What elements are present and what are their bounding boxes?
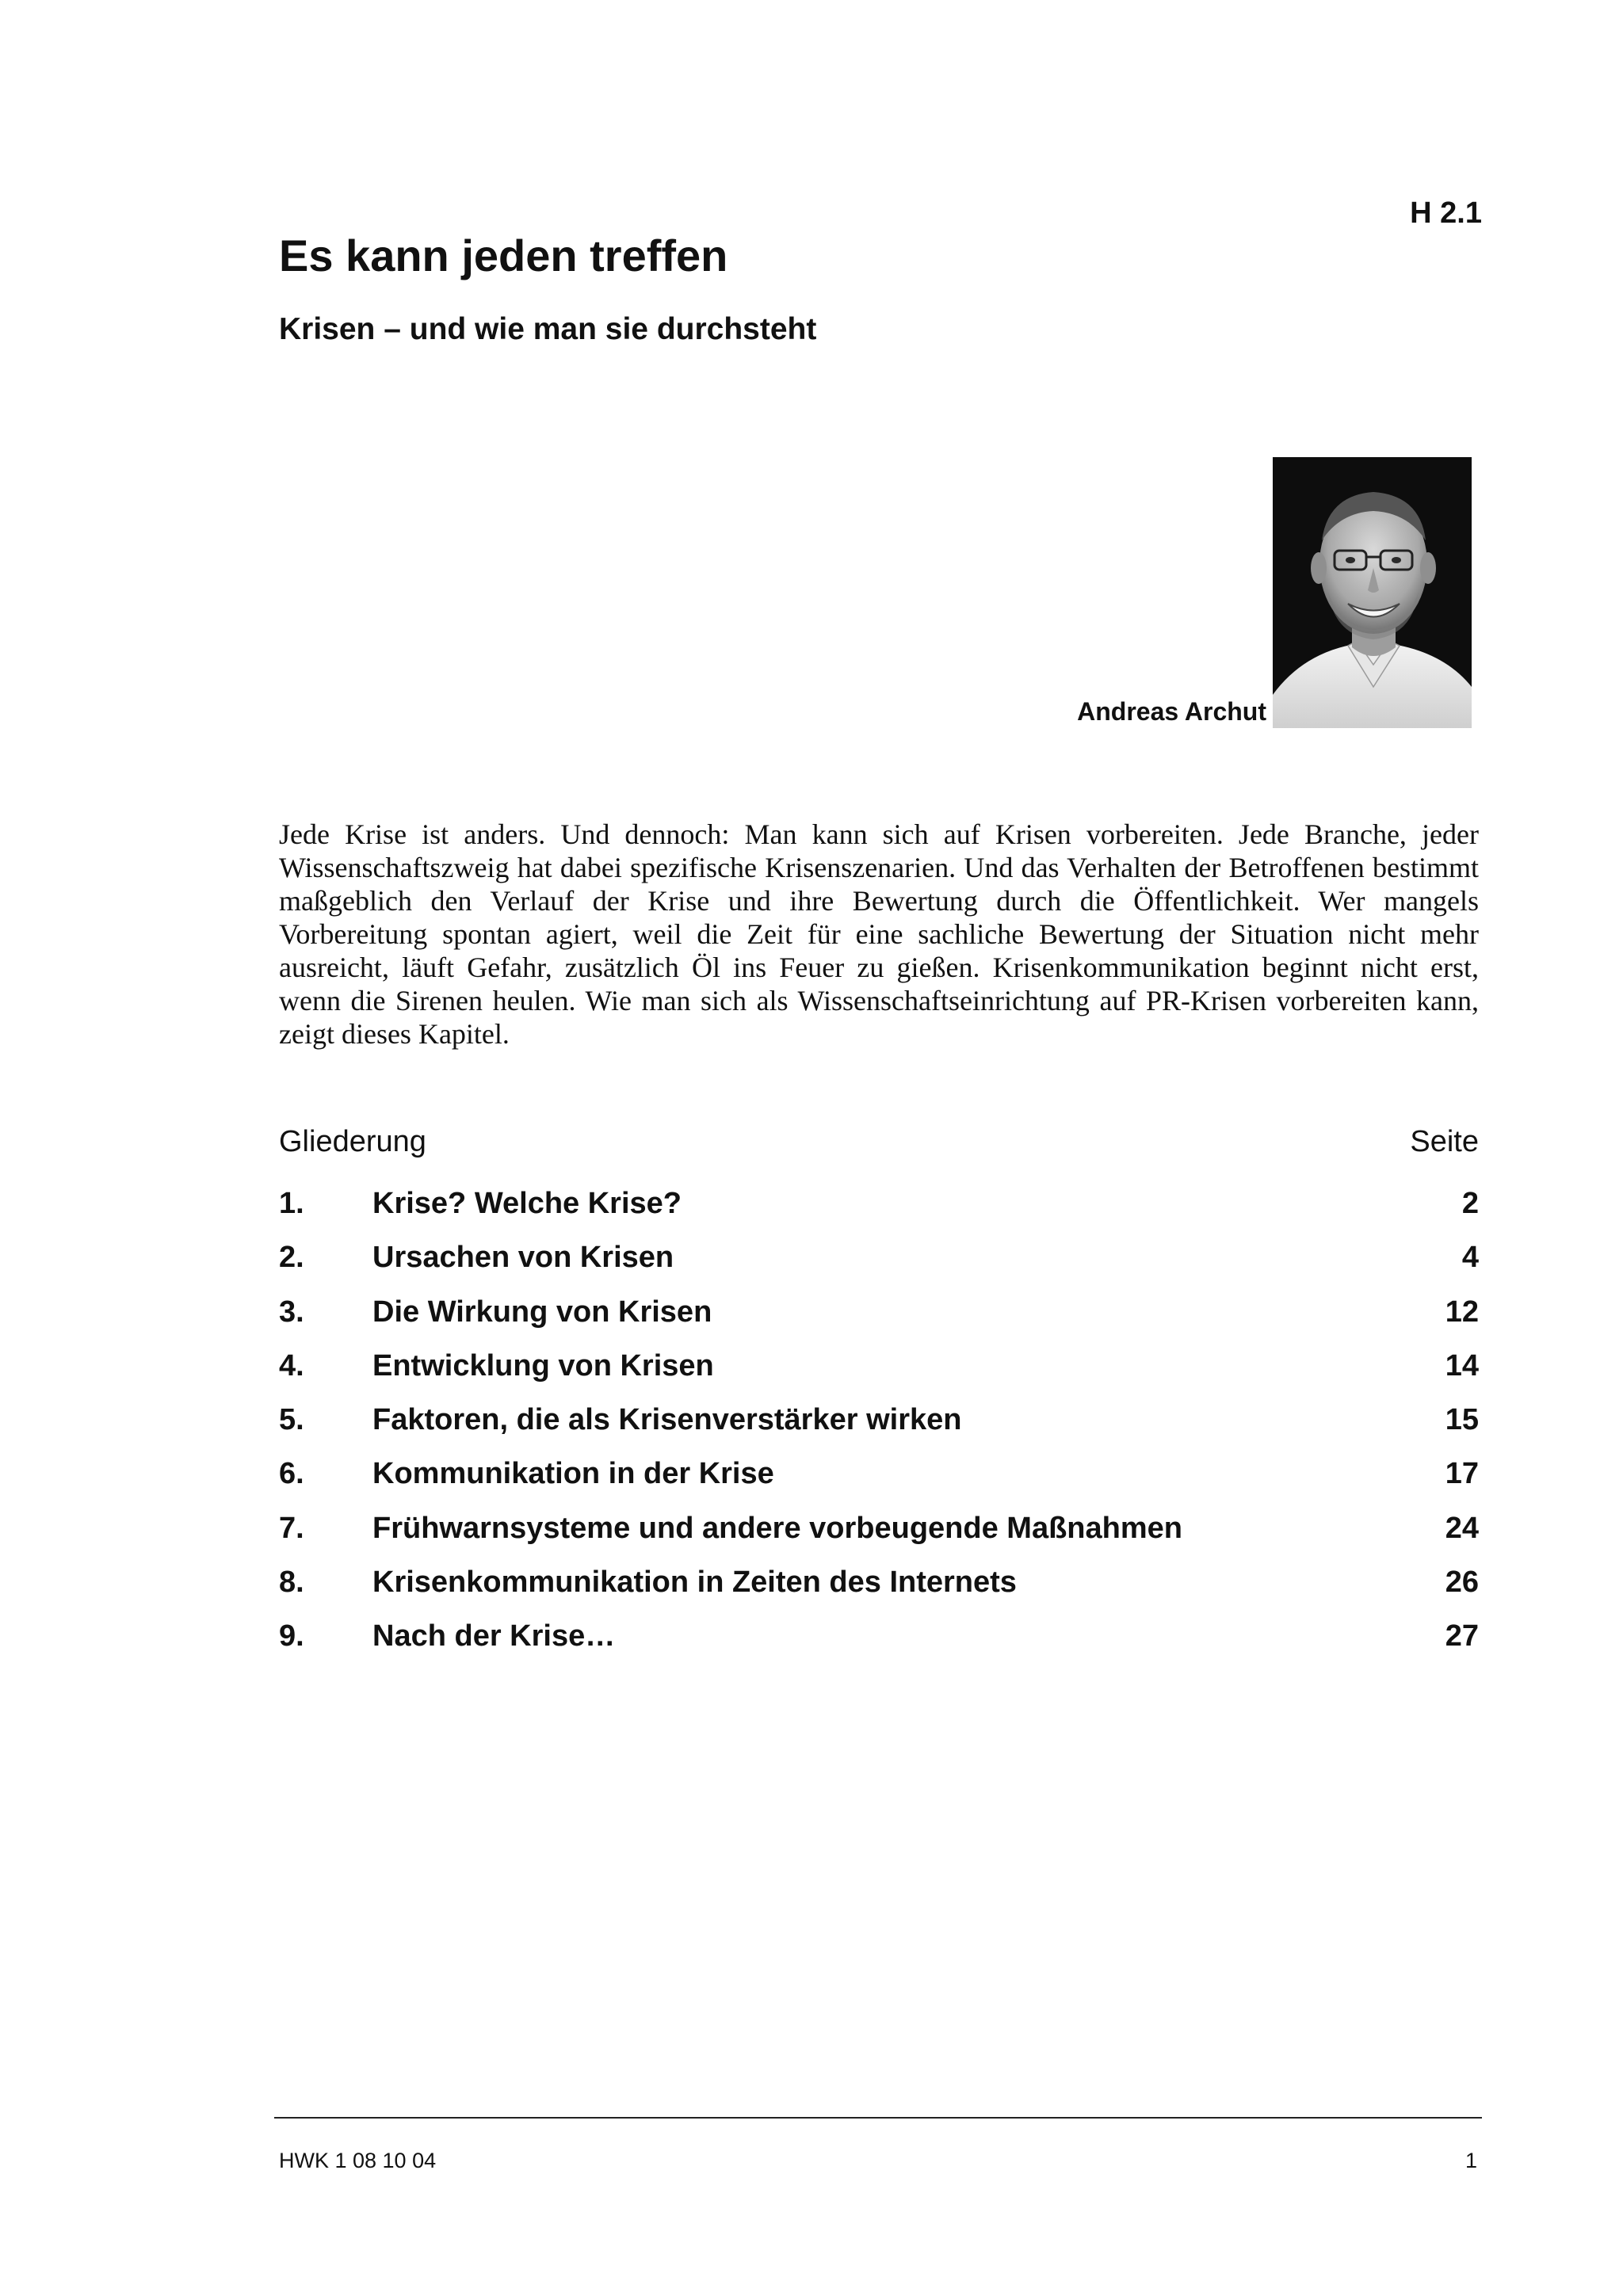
toc-item-page: 27 bbox=[1445, 1619, 1479, 1653]
abstract-paragraph: Jede Krise ist anders. Und dennoch: Man kann sich auf Krisen vorbereiten. Jede Branche, jeder Wissenschaftszweig hat dabei spezifische Krisenszenarien. Und das Verhalten der Betroffenen bestimmt maßgeblich den Verlauf der Krise und ihre Bewertung durch die Öffentlichkeit. Wer mangels Vorbereitung spontan agiert, weil die Zeit für eine sachliche Bewertung der Situation nicht mehr ausreicht, läuft Gefahr, zusätzlich Öl ins Feuer zu gießen. Krisenkommunikation beginnt nicht erst, wenn die Sirenen heulen. Wie man sich als Wissenschaftseinrichtung auf PR-Krisen vorbereiten kann, zeigt dieses Kapitel. bbox=[279, 818, 1479, 1050]
author-photo bbox=[1273, 457, 1472, 728]
toc-item-title: Frühwarnsysteme und andere vorbeugende Maßnahmen bbox=[372, 1511, 1182, 1545]
section-code: H 2.1 bbox=[1410, 196, 1482, 230]
footer-page-number: 1 bbox=[1465, 2149, 1477, 2172]
toc-item-title: Faktoren, die als Krisenverstärker wirken bbox=[372, 1403, 962, 1437]
toc-item[interactable] bbox=[279, 1403, 1479, 1457]
toc-item-title: Kommunikation in der Krise bbox=[372, 1457, 774, 1491]
page-title: Es kann jeden treffen bbox=[279, 231, 728, 280]
toc-item-number: 5. bbox=[279, 1403, 304, 1437]
toc-item[interactable] bbox=[279, 1566, 1479, 1619]
toc-item-page: 14 bbox=[1445, 1348, 1479, 1383]
toc-item-title: Die Wirkung von Krisen bbox=[372, 1295, 712, 1329]
toc-item-page: 12 bbox=[1445, 1295, 1479, 1329]
toc-item-page: 26 bbox=[1445, 1566, 1479, 1600]
toc-item-title: Krisenkommunikation in Zeiten des Internets bbox=[372, 1566, 1017, 1600]
footer-divider bbox=[274, 2117, 1482, 2119]
toc-header bbox=[279, 1125, 1479, 1161]
toc-item-page: 2 bbox=[1461, 1187, 1479, 1220]
toc-item-page: 4 bbox=[1461, 1241, 1479, 1275]
toc-item-number: 7. bbox=[279, 1511, 304, 1545]
toc-item[interactable] bbox=[279, 1187, 1479, 1241]
toc-item-title: Krise? Welche Krise? bbox=[372, 1187, 682, 1220]
page-subtitle: Krisen – und wie man sie durchsteht bbox=[279, 312, 817, 346]
toc-item-number: 4. bbox=[279, 1348, 304, 1383]
toc-item[interactable] bbox=[279, 1349, 1479, 1403]
toc-item-number: 6. bbox=[279, 1457, 304, 1491]
author-name: Andreas Archut bbox=[1077, 697, 1266, 726]
footer-document-code: HWK 1 08 10 04 bbox=[279, 2149, 437, 2172]
toc-item[interactable] bbox=[279, 1619, 1479, 1673]
toc-item-title: Entwicklung von Krisen bbox=[372, 1348, 714, 1383]
toc-item-number: 9. bbox=[279, 1619, 304, 1653]
toc-page-heading: Seite bbox=[1410, 1125, 1479, 1158]
toc-item[interactable] bbox=[279, 1295, 1479, 1349]
toc-item-number: 1. bbox=[279, 1187, 304, 1220]
toc-item[interactable] bbox=[279, 1512, 1479, 1566]
toc-item-number: 8. bbox=[279, 1566, 304, 1600]
toc-item-page: 17 bbox=[1445, 1457, 1479, 1491]
toc-item-page: 24 bbox=[1445, 1511, 1479, 1545]
toc-item-number: 2. bbox=[279, 1241, 304, 1275]
toc-item-title: Ursachen von Krisen bbox=[372, 1241, 674, 1275]
toc-item-page: 15 bbox=[1445, 1403, 1479, 1437]
table-of-contents bbox=[279, 1125, 1479, 1674]
toc-heading: Gliederung bbox=[279, 1125, 426, 1158]
toc-item[interactable] bbox=[279, 1241, 1479, 1295]
toc-item-title: Nach der Krise… bbox=[372, 1619, 616, 1653]
toc-item-number: 3. bbox=[279, 1295, 304, 1329]
toc-item[interactable] bbox=[279, 1457, 1479, 1511]
